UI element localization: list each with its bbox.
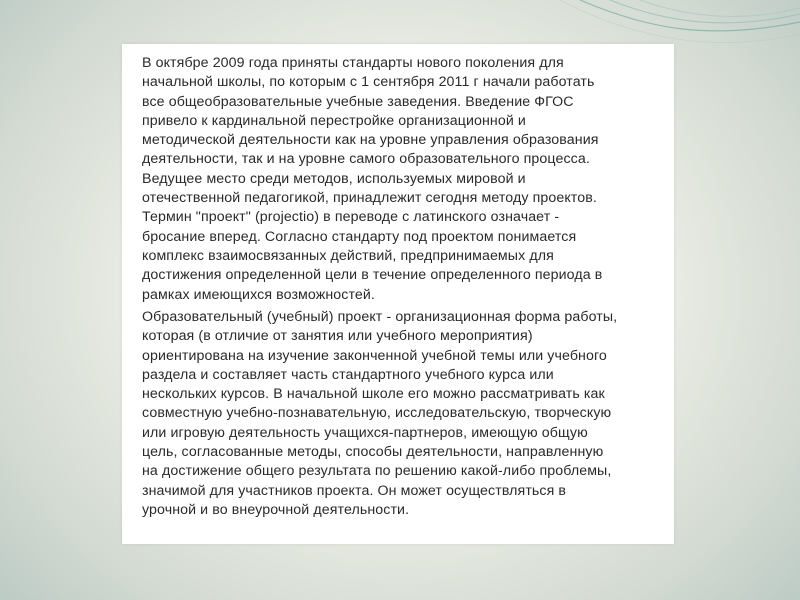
paragraph-line: или игровую деятельность учащихся-партнеров, имеющую общую xyxy=(142,424,588,441)
paragraph-line: рамках имеющихся возможностей. xyxy=(142,286,375,303)
paragraph-project-definition xyxy=(142,308,662,520)
paragraph-line: совместную учебно-познавательную, исследовательскую, творческую xyxy=(142,405,612,422)
paragraph-line: В октябре 2009 года приняты стандарты нового поколения для xyxy=(142,55,564,71)
paragraph-line: комплекс взаимосвязанных действий, предпринимаемых для xyxy=(142,247,554,264)
content-panel xyxy=(122,44,674,544)
paragraph-fgos-intro xyxy=(142,54,662,305)
paragraph-line: значимой для участников проекта. Он может осуществляться в xyxy=(142,482,567,499)
paragraph-line: начальной школы, по которым с 1 сентября 2011 г начали работать xyxy=(142,74,595,91)
paragraph-line: привело к кардинальной перестройке организационной и xyxy=(142,112,526,129)
paragraph-line: раздела и составляет часть стандартного учебного курса или xyxy=(142,366,554,383)
paragraph-line: нескольких курсов. В начальной школе его можно рассматривать как xyxy=(142,386,605,403)
paragraph-line: деятельности, так и на уровне самого образовательного процесса. xyxy=(142,151,590,168)
paragraph-line: все общеобразовательные учебные заведения. Введение ФГОС xyxy=(142,93,574,110)
paragraph-line: которая (в отличие от занятия или учебного мероприятия) xyxy=(142,328,533,345)
paragraph-line: бросание вперед. Согласно стандарту под проектом понимается xyxy=(142,228,577,245)
paragraph-line: достижения определенной цели в течение определенного периода в xyxy=(142,267,603,284)
paragraph-line: методической деятельности как на уровне управления образования xyxy=(142,132,599,149)
paragraph-line: Термин "проект" (projectio) в переводе с латинского означает - xyxy=(142,209,560,226)
paragraph-line: урочной и во внеурочной деятельности. xyxy=(142,501,410,518)
paragraph-line: отечественной педагогикой, принадлежит сегодня методу проектов. xyxy=(142,190,597,207)
paragraph-line: цель, согласованные методы, способы деятельности, направленную xyxy=(142,444,604,461)
paragraph-line: на достижение общего результата по решению какой-либо проблемы, xyxy=(142,463,612,480)
paragraph-line: Образовательный (учебный) проект - организационная форма работы, xyxy=(142,309,618,325)
paragraph-line: Ведущее место среди методов, используемых мировой и xyxy=(142,170,526,187)
paragraph-line: ориентирована на изучение законченной учебной темы или учебного xyxy=(142,347,607,364)
